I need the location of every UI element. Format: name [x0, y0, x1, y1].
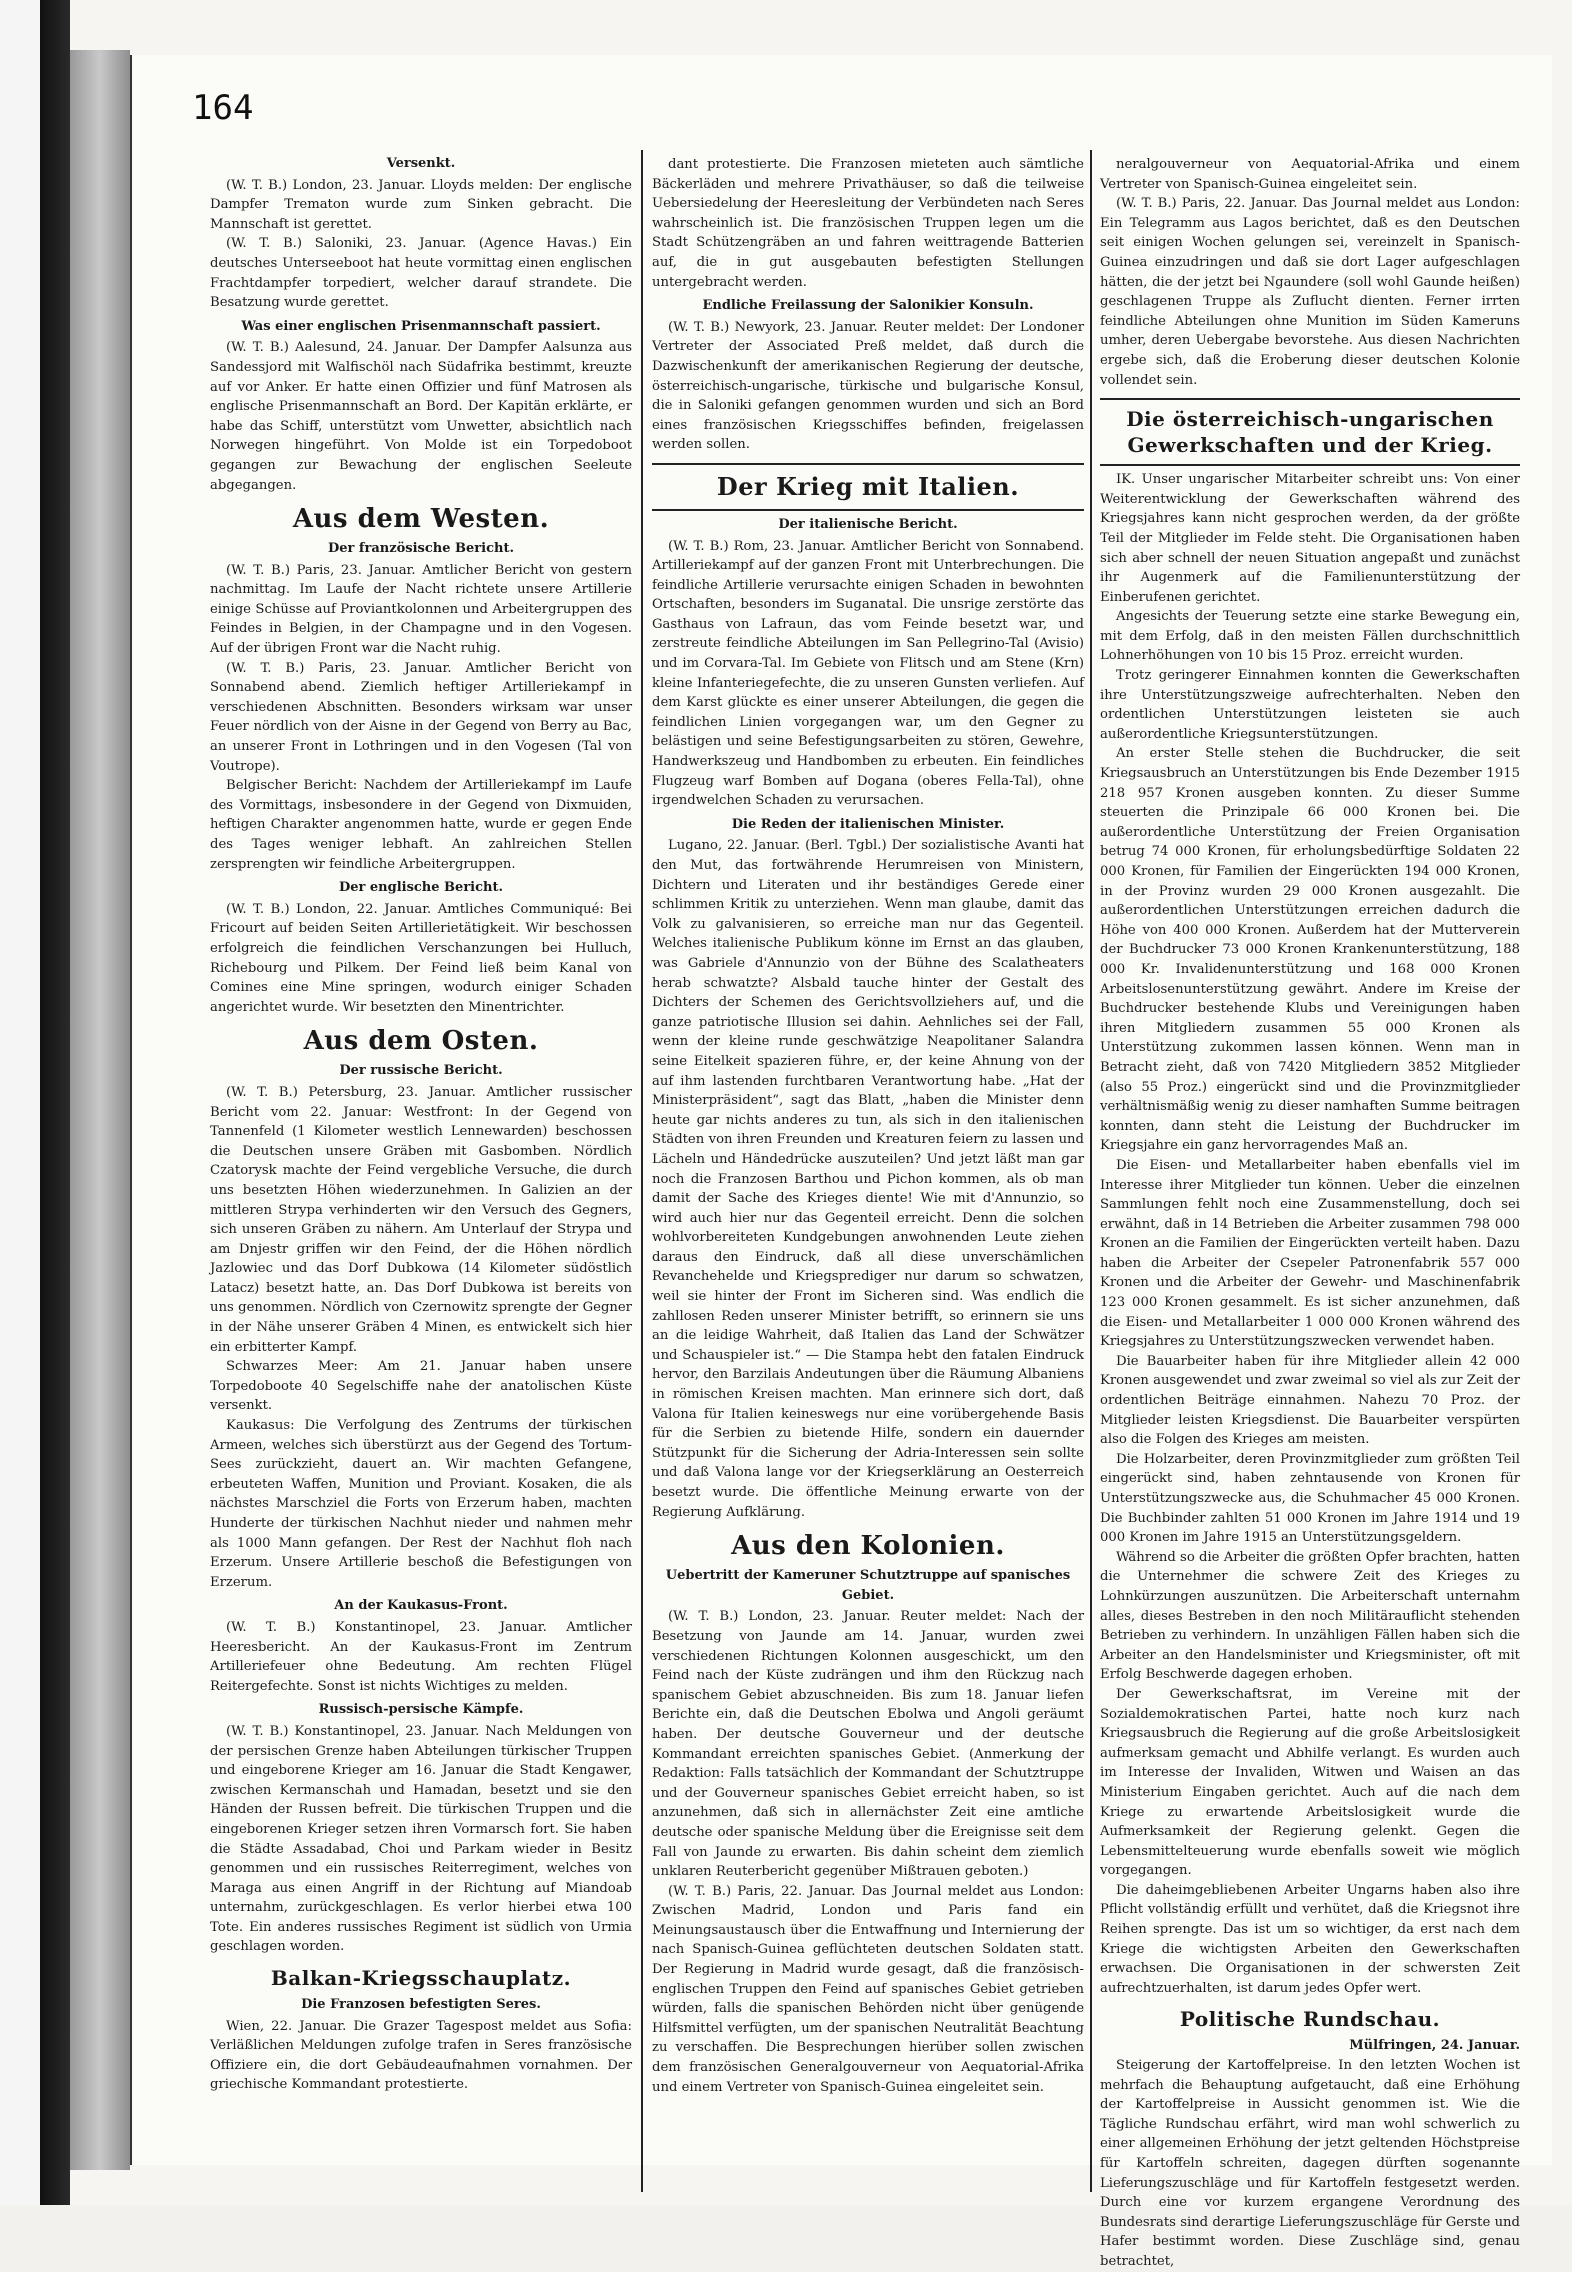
- article-text: (W. T. B.) Paris, 23. Januar. Amtlicher Bericht von gestern nachmittag. Im Laufe der Nacht richtete unsere Artillerie einige Schüsse auf Proviantkolonnen und Arbeitergruppen des Feindes in Belgien, in der Champagne und in den Vogesen. Auf der übrigen Front war die Nacht ruhig.: [210, 562, 632, 657]
- headline-kaukasus: An der Kaukasus-Front.: [334, 1598, 508, 1614]
- article-text: Angesichts der Teuerung setzte eine starke Bewegung ein, mit dem Erfolg, daß in den meisten Fällen durchschnittlich Lohnerhöhungen von 10 bis 15 Proz. erreicht wurden.: [1100, 609, 1520, 664]
- article-text: dant protestierte. Die Franzosen mieteten auch sämtliche Bäckerläden und mehrere Privathäuser, so daß die teilweise Uebersiedelung der Heeresleitung der Verbündeten nach Seres wahrscheinlich ist. Die französischen Truppen legen um die Stadt Schützengräben an und fahren weittragende Batterien auf, die in gut ausgebauten befestigten Stellungen untergebracht werden.: [652, 157, 1084, 290]
- article-text: Die Bauarbeiter haben für ihre Mitglieder allein 42 000 Kronen ausgewendet und zwar zweimal so viel als zur Zeit der ordentlichen Beiträge einnahmen. Nahezu 70 Proz. der Mitglieder leisten Kriegsdienst. Die Bauarbeiter verspürten also die Folgen des Krieges am meisten.: [1100, 1353, 1521, 1448]
- section-title-osten: Aus dem Osten.: [303, 1026, 539, 1057]
- article-text: (W. T. B.) Konstantinopel, 23. Januar. Nach Meldungen von der persischen Grenze haben Abteilungen türkischer Truppen und eingeborene Krieger am 16. Januar die Stadt Kengawer, zwischen Kermanschah und Hamadan, besetzt und sie den Händen der Russen befreit. Die türkischen Truppen und die eingeborenen Krieger setzen ihren Vormarsch fort. Sie haben die Städte Assadabad, Choi und Parkam wieder in Besitz genommen und ein russisches Reiterregiment, welches von Maraga aus einen Angriff in der Richtung auf Miandoab unternahm, zurückgeschlagen. Es verlor hierbei etwa 100 Tote. Ein anderes russisches Regiment ist südlich von Urmia geschlagen worden.: [210, 1723, 632, 1955]
- article-text: Belgischer Bericht: Nachdem der Artilleriekampf im Laufe des Vormittags, insbesondere in der Gegend von Dixmuiden, heftigen Charakter angenommen hatte, wurde er gegen Ende des Tages weniger lebhaft. An zahlreichen Stellen zersprengten wir feindliche Arbeitergruppen.: [210, 778, 632, 872]
- article-text: Kaukasus: Die Verfolgung des Zentrums der türkischen Armeen, welches sich überstürzt aus der Gegend des Tortum-Sees zurückzieht, dauert an. Wir machten Gefangene, erbeuteten Waffen, Munition und Proviant. Kosaken, die als nächstes Marschziel die Forts von Erzerum haben, machten Hunderte der türkischen Nachhut nieder und nahmen mehr als 1000 Mann gefangen. Der Rest der Nachhut floh nach Erzerum. Unsere Artillerie beschoß die Befestigungen von Erzerum.: [210, 1418, 632, 1590]
- article-text: An erster Stelle stehen die Buchdrucker, die seit Kriegsausbruch an Unterstützungen bis Ende Dezember 1915 218 957 Kronen ausgeben konnten. Zu dieser Summe steuerten die Prinzipale 66 000 Kronen bei. Die außerordentliche Unterstützung der Freien Organisation betrug 74 000 Kronen, für erholungsbedürftige Soldaten 22 000 Kronen, für Familien der Eingerückten 194 000 Kronen, in der Provinz wurden 29 000 Kronen ausgezahlt. Die außerordentlichen Unterstützungen erreichen dadurch die Höhe von 400 000 Kronen. Außerdem hat der Mutterverein der Buchdrucker 73 000 Kronen Krankenunterstützung, 188 000 Kr. Invalidenunterstützung und 168 000 Kronen Arbeitslosenunterstützung gewährt. Andere im Kreise der Buchdrucker bestehende Klubs und Vereinigungen haben ihren Mitgliedern zusammen 55 000 Kronen als Unterstützung zukommen lassen können. Wenn man in Betracht zieht, daß von 7420 Mitgliedern 3852 Mitglieder (also 55 Proz.) eingerückt sind und die Provinzmitglieder verhältnismäßig wenig zu dieser namhaften Summe beitragen konnten, dann steht die Leistung der Buchdrucker im Kriegsjahre ein ganz hervorragendes Maß an.: [1100, 746, 1520, 1154]
- article-text: Während so die Arbeiter die größten Opfer brachten, hatten die Unternehmer die schwere Zeit des Krieges zu Lohnkürzungen auszunützen. Die Arbeiterschaft unternahm alles, dieses Bestreben in den noch Militärauflicht stehenden Betrieben zu verhindern. In unzähligen Fällen haben sich die Arbeiter an den Handelsminister und Kriegsminister, oft mit Erfolg Beschwerde dagegen erhoben.: [1100, 1549, 1520, 1683]
- dateline: Mülfringen, 24. Januar.: [1349, 2038, 1520, 2054]
- column-1: [210, 150, 632, 2202]
- headline-kameruner: Uebertritt der Kameruner Schutztruppe auf spanisches Gebiet.: [665, 1568, 1071, 1603]
- headline-prisenmannschaft: Was einer englischen Prisenmannschaft passiert.: [241, 318, 601, 334]
- section-title-gewerkschaften: Die österreichisch-ungarischen Gewerkschaften und der Krieg.: [1100, 398, 1520, 466]
- article-text: (W. T. B.) Paris, 22. Januar. Das Journal meldet aus London: Ein Telegramm aus Lagos berichtet, daß es den Deutschen seit einigen Wochen gelungen sei, vereinzelt in Spanisch-Guinea einzudringen und daß sie dort Lager aufgeschlagen hätten, die der jetzt bei Ngaundere (soll wohl Gaunde heißen) geschlagenen Truppe als Zuflucht dienten. Ferner irrten feindliche Abteilungen ohne Munition im Süden Kameruns umher, deren Uebergabe bevorstehe. Aus diesen Nachrichten ergebe sich, daß die Eroberung dieser deutschen Kolonie vollendet sein.: [1100, 196, 1520, 388]
- headline-italienisch: Der italienische Bericht.: [778, 516, 958, 532]
- book-binding: [0, 0, 70, 2205]
- article-text: (W. T. B.) Rom, 23. Januar. Amtlicher Bericht von Sonnabend. Artilleriekampf auf der ganzen Front mit Unterbrechungen. Die feindliche Artillerie verursachte einigen Schaden in bewohnten Ortschaften, besonders im Suganatal. Die unsrige zerstörte das Gasthaus von Lafraun, das vom Feinde besetzt war, und zerstreute feindliche Abteilungen im San Pellegrino-Tal (Avisio) und im Corvara-Tal. Im Gebiete von Flitsch und am Stene (Krn) kleine Infanteriegefechte, die zu unseren Gunsten verliefen. Auf dem Karst glückte es einer unserer Abteilungen, die gegen die feindlichen Linien vorgegangen war, um den Gegner zu belästigen und seine Befestigungsarbeiten zu stören, Gewehre, Handwerkszeug und Handbomben zu erbeuten. Ein feindliches Flugzeug warf Bomben auf Dogana (oberes Fella-Tal), ohne irgendwelchen Schaden zu verursachen.: [652, 538, 1084, 809]
- section-title-kolonien: Aus den Kolonien.: [731, 1531, 1005, 1562]
- article-text: Die Holzarbeiter, deren Provinzmitglieder zum größten Teil eingerückt sind, haben zehntausende von Kronen für Unterstützungszwecke aus, die Schuhmacher 45 000 Kronen. Die Buchbinder zahlten 51 000 Kronen im Jahre 1914 und 19 000 Kronen im Jahre 1915 an Unterstützungsgeldern.: [1100, 1451, 1520, 1546]
- article-text: Die Eisen- und Metallarbeiter haben ebenfalls viel im Interesse ihrer Mitglieder tun können. Ueber die einzelnen Sammlungen fehlt noch eine Zusammenstellung, doch sei erwähnt, daß in 14 Betrieben die Arbeiter zusammen 798 000 Kronen an die Familien der Eingerückten verteilt haben. Dazu haben die Arbeiter der Csepeler Patronenfabrik 557 000 Kronen und die Arbeiter der Gewehr- und Maschinenfabrik 123 000 Kronen gesammelt. Es ist sicher anzunehmen, daß die Eisen- und Metallarbeiter 1 000 000 Kronen während des Kriegsjahres zu Unterstützungszwecken verwendet haben.: [1100, 1157, 1520, 1350]
- article-text: Steigerung der Kartoffelpreise. In den letzten Wochen ist mehrfach die Behauptung aufgetaucht, daß eine Erhöhung der Kartoffelpreise in Aussicht genommen ist. Wie die Tägliche Rundschau erfährt, wird man wohl schwerlich zu einer allgemeinen Erhöhung der jetzt geltenden Höchstpreise für Kartoffeln schreiten, dagegen dürften sogenannte Lieferungszuschläge und für Kartoffeln festgesetzt werden. Durch eine vor kurzem ergangene Verordnung des Bundesrats sind derartige Lieferungszuschläge für Gerste und Hafer bestimmt worden. Diese Zuschläge sind, genau betrachtet,: [1100, 2058, 1520, 2269]
- section-title-balkan: Balkan-Kriegsschauplatz.: [270, 1966, 572, 1991]
- headline-versenkt: Versenkt.: [386, 156, 456, 171]
- headline-persisch: Russisch-persische Kämpfe.: [318, 1702, 524, 1718]
- page-edge-stack: [70, 50, 130, 2170]
- article-text: Der Gewerkschaftsrat, im Vereine mit der Sozialdemokratischen Partei, hatte noch kurz nach Kriegsausbruch die Regierung auf die große Arbeitslosigkeit aufmerksam gemacht und Abhilfe verlangt. Es wurden auch im Interesse der Invaliden, Witwen und Waisen an das Ministerium Eingaben gerichtet. Auch auf die nach dem Kriege zu erwartende Arbeitslosigkeit wurde die Aufmerksamkeit der Regierung gelenkt. Gegen die Lebensmittelteuerung wurde ebenfalls soweit wie möglich vorgegangen.: [1100, 1686, 1520, 1879]
- article-text: Schwarzes Meer: Am 21. Januar haben unsere Torpedoboote 40 Segelschiffe nahe der anatolischen Küste versenkt.: [210, 1359, 632, 1414]
- headline-englisch: Der englische Bericht.: [338, 880, 504, 896]
- article-text: (W. T. B.) London, 23. Januar. Reuter meldet: Nach der Besetzung von Jaunde am 14. Januar, wurden zwei verschiedenen Richtungen Kolonnen ausgeschickt, um den Feind nach der Küste zudrängen und ihm den Rückzug nach spanischem Gebiet abzuschneiden. Bis zum 18. Januar liefen Berichte ein, daß die Deutschen Ebolwa und Angoli geräumt haben. Der deutsche Gouverneur und der deutsche Kommandant erreichten spanisches Gebiet. (Anmerkung der Redaktion: Falls tatsächlich der Kommandant der Schutztruppe und der Gouverneur spanisches Gebiet erreicht haben, so ist anzunehmen, daß sich in allernächster Zeit eine amtliche deutsche oder spanische Meldung über die Ereignisse seit dem Fall von Jaunde zu erwarten. Bis dahin scheint dem ziemlich unklaren Reuterbericht gegenüber Mißtrauen geboten.): [652, 1609, 1084, 1880]
- article-text: Trotz geringerer Einnahmen konnten die Gewerkschaften ihre Unterstützungszweige aufrechterhalten. Neben den ordentlichen Unterstützungen leisteten sie auch außerordentliche Kriegsunterstützungen.: [1100, 668, 1520, 742]
- article-text: Lugano, 22. Januar. (Berl. Tgbl.) Der sozialistische Avanti hat den Mut, das fortwährende Herumreisen von Ministern, Dichtern und Literaten und ihr beständiges Gerede einer schlimmen Kritik zu unterziehen. Wenn man glaube, damit das Volk zu galvanisieren, so erreiche man nur das Gegenteil. Welches italienische Publikum könne im Ernst an das glauben, was Gabriele d'Annunzio von der Bühne des Scalatheaters herab schwatzte? Alsbald tauche hinter der Gestalt des Dichters der Schemen des Gerichtsvollziehers auf, und die ganze patriotische Illusion sei dahin. Aehnliches sei der Fall, wenn der kleine runde geschwätzige Neapolitaner Salandra seine Eitelkeit spazieren führe, er, der keine Ahnung von der auf ihm lastenden furchtbaren Verantwortung habe. „Hat der Ministerpräsident“, sagt das Blatt, „haben die Minister denn heute gar nichts anderes zu tun, als sich in den italienischen Städten von ihren Freunden und Kreaturen feiern zu lassen und Lächeln und Händedrücke auszuteilen? Und jetzt läßt man gar noch die Franzosen Barthou und Pichon kommen, als ob man damit der Sache des Krieges diente! Wie mit d'Annunzio, so wird auch hier nur das Gegenteil erreicht. Denn die solchen wohlvorbereiteten Kundgebungen anwohnenden Leute ziehen daraus den Eindruck, daß all diese unverschämlichen Revanchehelde und Kriegsprediger nur darum so schwatzen, weil sie hinter der Front im Sicheren sind. Was endlich die zahllosen Reden unserer Minister betrifft, so erinnern sie uns an die leidige Wahrheit, daß Italien das Land der Schwätzer und Schauspieler ist.“ — Die Stampa hebt den fatalen Eindruck hervor, den Barzilais Andeutungen über die Räumung Albaniens in römischen Kreisen machten. Man erinnere sich dort, daß Valona für Italien keineswegs nur eine vorübergehende Basis für die Serbien zu bietende Hilfe, sondern ein dauernder Stützpunkt für die Sicherung der Adria-Interessen sein sollte und daß Valona lange vor der Kriegserklärung an Oesterreich besetzt wurde. Die öffentliche Meinung erwarte von der Regierung Aufklärung.: [652, 838, 1084, 1520]
- article-text: (W. T. B.) London, 23. Januar. Lloyds melden: Der englische Dampfer Trematon wurde zum Sinken gebracht. Die Mannschaft ist gerettet.: [210, 177, 632, 232]
- article-text: neralgouverneur von Aequatorial-Afrika und einem Vertreter von Spanisch-Guinea eingeleitet sein.: [1100, 157, 1520, 192]
- headline-konsuln: Endliche Freilassung der Salonikier Konsuln.: [702, 298, 1034, 314]
- column-2: [652, 155, 1084, 2202]
- headline-seres: Die Franzosen befestigten Seres.: [301, 1997, 541, 2013]
- article-text: (W. T. B.) Petersburg, 23. Januar. Amtlicher russischer Bericht vom 22. Januar: Westfront: In der Gegend von Tannenfeld (1 Kilometer westlich Lennewarden) beschossen die Deutschen unsere Gräben mit Gasbomben. Nördlich Czatorysk machte der Feind vergebliche Versuche, die durch uns besetzten Höhen wiederzunehmen. In Galizien an der mittleren Strypa verhinderten wir den Versuch des Gegners, sich unseren Gräben zu nähern. Am Unterlauf der Strypa und am Dnjestr griffen wir den Feind, der die Höhen nördlich Jazlowiec und das Dorf Dubkowa (14 Kilometer südöstlich Latacz) besetzt hatte, an. Das Dorf Dubkowa ist bereits von uns genommen. Nördlich von Czernowitz sprengte der Gegner in der Nähe unserer Gräben 4 Minen, es entwickelt sich hier ein erbitterter Kampf.: [210, 1084, 632, 1355]
- column-rule-2: [1090, 150, 1092, 2192]
- article-text: (W. T. B.) Aalesund, 24. Januar. Der Dampfer Aalsunza aus Sandessjord mit Walfischöl nach Südafrika bestimmt, kreuzte auf vor Anker. Er hatte einen Offizier und fünf Matrosen als englische Prisenmannschaft an Bord. Der Kapitän erklärte, er habe das Schiff, unterstützt vom Unwetter, absichtlich nach Norwegen hingeführt. Von Molde ist ein Torpedoboot gegangen zur Bewachung der englischen Seeleute abgegangen.: [210, 340, 632, 493]
- article-text: (W. T. B.) London, 22. Januar. Amtliches Communiqué: Bei Fricourt auf beiden Seiten Artillerietätigkeit. Wir beschossen erfolgreich die feindlichen Verschanzungen bei Hulluch, Richebourg und Pilkem. Der Feind ließ beim Kanal von Comines eine Mine springen, wodurch einiger Schaden angerichtet wurde. Wir besetzten den Minentrichter.: [210, 901, 632, 1015]
- section-title-politik: Politische Rundschau.: [1179, 2007, 1441, 2032]
- article-text: Die daheimgebliebenen Arbeiter Ungarns haben also ihre Pflicht vollständig erfüllt und verhütet, daß die Kriegsnot ihre Reihen sprengte. Das ist um so wichtiger, da erst nach dem Kriege die wichtigsten Arbeiten den Gewerkschaften erwachsen. Die Organisationen in der schwersten Zeit aufrechtzuerhalten, ist darum jedes Opfer wert.: [1100, 1882, 1520, 1996]
- article-text: (W. T. B.) Saloniki, 23. Januar. (Agence Havas.) Ein deutsches Unterseeboot hat heute vormittag einen englischen Frachtdampfer torpediert, welcher darauf strandete. Die Besatzung wurde gerettet.: [210, 236, 632, 311]
- headline-russisch: Der russische Bericht.: [339, 1063, 503, 1079]
- section-title-italien: Der Krieg mit Italien.: [652, 463, 1084, 511]
- article-text: (W. T. B.) Newyork, 23. Januar. Reuter meldet: Der Londoner Vertreter der Associated Preß meldet, daß durch die Dazwischenkunft der amerikanischen Regierung der deutsche, österreichisch-ungarische, türkische und bulgarische Konsul, die in Saloniki gefangen genommen wurden und sich an Bord eines französischen Kriegsschiffes befinden, freigelassen werden sollen.: [652, 319, 1084, 453]
- section-title-westen: Aus dem Westen.: [292, 504, 550, 535]
- page-number: 164: [192, 88, 254, 128]
- article-text: Wien, 22. Januar. Die Grazer Tagespost meldet aus Sofia: Verläßlichen Meldungen zufolge trafen in Seres französische Offiziere ein, die dort Gebäudeaufnahmen vornahmen. Der griechische Kommandant protestierte.: [210, 2018, 632, 2093]
- article-text: (W. T. B.) Paris, 23. Januar. Amtlicher Bericht von Sonnabend abend. Ziemlich heftiger Artilleriekampf in verschiedenen Abschnitten. Besonders wirksam war unser Feuer nördlich von der Aisne in der Gegend von Berry au Bac, an unserer Front in Lothringen und in den Vogesen (Tal von Voutrope).: [210, 660, 632, 774]
- article-text: IK. Unser ungarischer Mitarbeiter schreibt uns: Von einer Weiterentwicklung der Gewerkschaften während des Kriegsjahres kann nicht gesprochen werden, da der größte Teil der Mitglieder im Felde steht. Die Organisationen haben sich aber schnell der neuen Situation angepaßt und zunächst ihr Augenmerk auf die Familienunterstützung der Einberufenen gerichtet.: [1100, 472, 1520, 605]
- column-3: [1100, 155, 1521, 2269]
- article-text: (W. T. B.) Paris, 22. Januar. Das Journal meldet aus London: Zwischen Madrid, London und Paris fand ein Meinungsaustausch über die Entwaffnung und Internierung der nach Spanisch-Guinea geflüchteten deutschen Soldaten statt. Der Regierung in Madrid wurde gesagt, daß die französisch-englischen Truppen den Feind auf spanisches Gebiet getrieben würden, falls die spanischen Behörden nicht über genügende Hilfsmittel verfügten, um der spanischen Neutralität Beachtung zu verschaffen. Die Besprechungen hierüber sollen zwischen dem französischen Generalgouverneur von Aequatorial-Afrika und einem Vertreter von Spanisch-Guinea eingeleitet sein.: [652, 1883, 1084, 2095]
- article-text: (W. T. B.) Konstantinopel, 23. Januar. Amtlicher Heeresbericht. An der Kaukasus-Front im Zentrum Artilleriefeuer ohne Bedeutung. Am rechten Flügel Reitergefechte. Sonst ist nichts Wichtiges zu melden.: [210, 1619, 632, 1694]
- headline-franzoesisch: Der französische Bericht.: [328, 541, 514, 557]
- column-rule-1: [641, 150, 643, 2192]
- headline-minister: Die Reden der italienischen Minister.: [731, 816, 1005, 832]
